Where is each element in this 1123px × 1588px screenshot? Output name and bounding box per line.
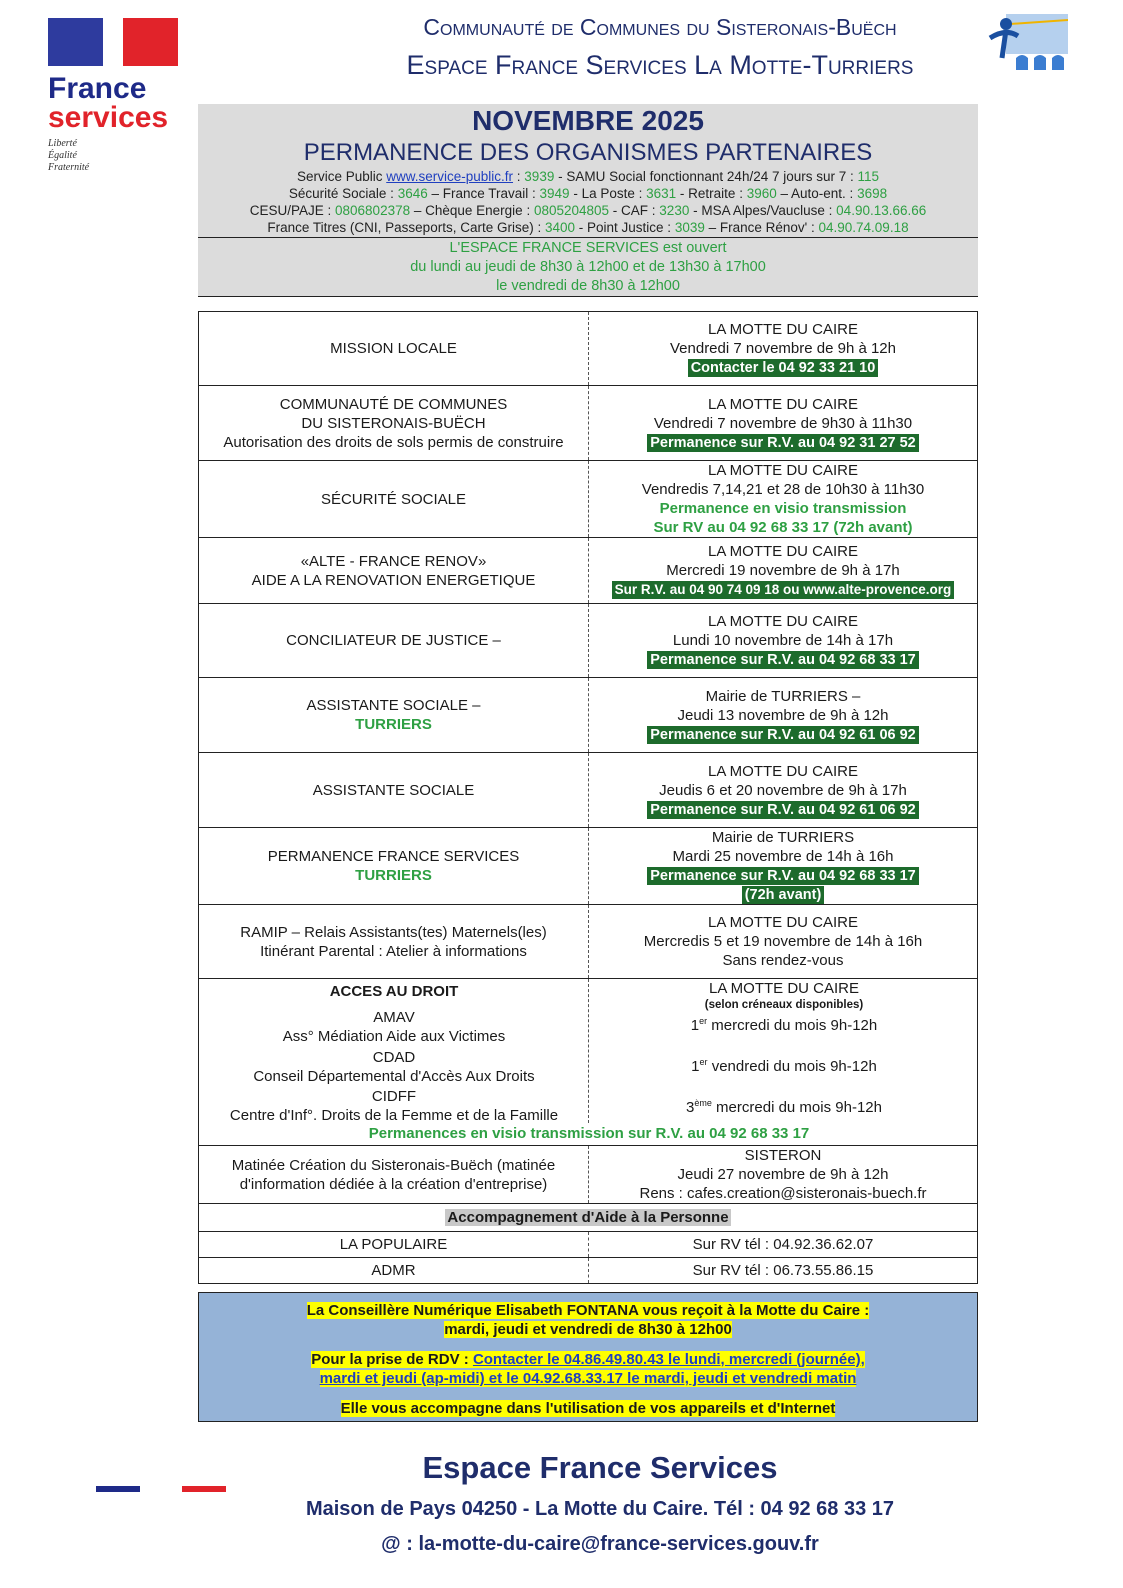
partner-name: ADMR	[371, 1262, 416, 1279]
table-row: RAMIP – Relais Assistants(tes) Maternels(les) Itinérant Parental : Atelier à informations LA MOTTE DU CAIRE Mercredis 5 et 19 novembre de 14h à 16h Sans rendez-vous	[199, 905, 978, 979]
location: LA MOTTE DU CAIRE	[707, 321, 859, 338]
footer-email[interactable]: @ : la-motte-du-caire@france-services.gouv.fr	[381, 1533, 819, 1555]
service-public-line: Service Public www.service-public.fr : 3939 - SAMU Social fonctionnant 24h/24 7 jours sur 7 : 115	[296, 169, 880, 184]
appointment-badge: Permanence sur R.V. au 04 92 68 33 17	[647, 867, 918, 885]
table-row	[199, 1232, 978, 1258]
location: LA MOTTE DU CAIRE	[707, 613, 859, 630]
section-heading: Accompagnement d'Aide à la Personne	[447, 1209, 729, 1226]
partner-name: «ALTE - FRANCE RENOV»	[300, 552, 487, 570]
visio-note: Sur RV au 04 92 68 33 17 (72h avant)	[653, 519, 913, 536]
partner-name: COMMUNAUTÉ DE COMMUNES	[279, 395, 508, 413]
date: Vendredis 7,14,21 et 28 de 10h30 à 11h30	[641, 481, 925, 498]
opening-hours-1: L'ESPACE FRANCE SERVICES est ouvert	[449, 240, 727, 256]
partner-name: PERMANENCE FRANCE SERVICES	[267, 848, 520, 865]
date: Mercredis 5 et 19 novembre de 14h à 16h	[643, 933, 923, 950]
partner-name: CDAD	[372, 1049, 416, 1066]
partner-name: AMAV	[373, 1009, 415, 1026]
phone-line-2: CESU/PAJE : 0806802378 – Chèque Energie : 0805204805 - CAF : 3230 - MSA Alpes/Vaucluse : 04.90.13.66.66	[249, 203, 927, 218]
table-row: Matinée Création du Sisteronais-Buëch (matinée d'information dédiée à la création d'entreprise) SISTERON Jeudi 27 novembre de 9h à 12h Rens : cafes.creation@sisteronais-buech.fr	[199, 1146, 978, 1204]
date: Jeudi 27 novembre de 9h à 12h	[677, 1166, 889, 1183]
table-row	[199, 678, 978, 753]
rdv-contact: Contacter le 04.86.49.80.43 le lundi, mercredi (journée),	[472, 1351, 865, 1368]
appointment-badge: Permanence sur R.V. au 04 92 61 06 92	[647, 726, 918, 744]
phone-line-3: France Titres (CNI, Passeports, Carte Grise) : 3400 - Point Justice : 3039 – France Rénov' : 04.90.74.09.18	[267, 220, 909, 235]
appointment-badge: Permanence sur R.V. au 04 92 61 06 92	[647, 801, 918, 819]
acces-au-droit-row: ACCES AU DROIT AMAV Ass° Médiation Aide aux Victimes CDAD Conseil Départemental d'Accès Aux Droits CIDFF Centre d'Inf°. Droits de la Femme et de la Famille LA MOTTE DU CAIRE (selon créneaux disponibles) 1er mercredi du mois 9h-12h 1er vendredi du mois 9h-12h 3ème mercredi du mois 9h-12h Permanences en visio transmission sur R.V. au 04 92 68 33 17	[199, 979, 978, 1146]
header-espace-name: Espace France Services La Motte-Turriers	[406, 50, 914, 80]
schedule-table	[198, 311, 978, 1284]
location: LA MOTTE DU CAIRE	[707, 462, 859, 479]
logo-motto: Liberté Égalité Fraternité	[48, 138, 90, 173]
partner-name: ASSISTANTE SOCIALE	[312, 781, 475, 799]
appointment-badge: (72h avant)	[742, 886, 825, 904]
appointment-badge: Contacter le 04 92 33 21 10	[688, 359, 879, 377]
community-logo-icon	[988, 14, 1068, 84]
location: LA MOTTE DU CAIRE	[708, 980, 860, 997]
month-banner	[198, 104, 978, 297]
appointment-badge: Sur R.V. au 04 90 74 09 18 ou www.alte-provence.org	[612, 581, 955, 599]
table-row: «ALTE - FRANCE RENOV» AIDE A LA RENOVATION ENERGETIQUE LA MOTTE DU CAIRE Mercredi 19 novembre de 9h à 17h Sur R.V. au 04 90 74 09 18 ou www.alte-provence.org	[199, 538, 978, 604]
date: Vendredi 7 novembre de 9h30 à 11h30	[653, 414, 913, 432]
partner-name: Matinée Création du Sisteronais-Buëch (matinée	[231, 1156, 556, 1174]
service-public-link[interactable]: www.service-public.fr	[386, 169, 514, 184]
aide-header-row	[199, 1204, 978, 1232]
page-subtitle: PERMANENCE DES ORGANISMES PARTENAIRES	[303, 139, 873, 166]
advisor-hours: mardi, jeudi et vendredi de 8h30 à 12h00	[444, 1321, 732, 1338]
table-row	[199, 312, 978, 386]
flag-stripe-blue	[96, 1486, 140, 1492]
conseillere-numerique-box	[198, 1292, 978, 1422]
visio-note: Permanence en visio transmission	[659, 500, 907, 517]
table-row	[199, 604, 978, 678]
partner-town: TURRIERS	[355, 867, 432, 884]
partner-name: LA POPULAIRE	[339, 1236, 448, 1253]
logo-word-france: France	[48, 72, 147, 105]
date: Mercredi 19 novembre de 9h à 17h	[666, 562, 900, 579]
date: 1er mercredi du mois 9h-12h	[690, 1016, 878, 1034]
page-title: NOVEMBRE 2025	[472, 105, 704, 136]
table-row	[199, 1258, 978, 1284]
partner-name: SÉCURITÉ SOCIALE	[320, 490, 467, 508]
logo-word-services: services	[48, 101, 169, 134]
location: LA MOTTE DU CAIRE	[707, 914, 859, 931]
location: LA MOTTE DU CAIRE	[707, 762, 859, 780]
location: SISTERON	[744, 1147, 822, 1164]
footer-title: Espace France Services	[422, 1450, 778, 1485]
date: Jeudis 6 et 20 novembre de 9h à 17h	[659, 781, 907, 799]
table-row	[199, 461, 978, 538]
france-services-logo	[48, 18, 183, 174]
partner-town: TURRIERS	[355, 716, 432, 733]
opening-hours-2: du lundi au jeudi de 8h30 à 12h00 et de 13h30 à 17h00	[410, 259, 766, 275]
date: 1er vendredi du mois 9h-12h	[691, 1057, 877, 1075]
date: Mardi 25 novembre de 14h à 16h	[672, 848, 894, 865]
date: Jeudi 13 novembre de 9h à 12h	[677, 706, 889, 724]
date: Vendredi 7 novembre de 9h à 12h	[669, 340, 896, 357]
partner-name: MISSION LOCALE	[330, 340, 457, 357]
partner-name: CONCILIATEUR DE JUSTICE –	[286, 632, 501, 649]
partner-name: ASSISTANTE SOCIALE –	[306, 697, 481, 714]
partner-name: RAMIP – Relais Assistants(tes) Maternels(les)	[240, 923, 547, 941]
table-row	[199, 828, 978, 905]
rdv-contact: mardi et jeudi (ap-midi) et le 04.92.68.33.17 le mardi, jeudi et vendredi matin	[319, 1370, 857, 1387]
phone-line-1: Sécurité Sociale : 3646 – France Travail : 3949 - La Poste : 3631 - Retraite : 3960 – Auto-ent. : 3698	[288, 186, 888, 201]
phone: Sur RV tél : 04.92.36.62.07	[692, 1236, 874, 1253]
location: LA MOTTE DU CAIRE	[707, 395, 859, 413]
flag-stripe-red	[182, 1486, 226, 1492]
location: Mairie de TURRIERS –	[705, 687, 861, 705]
appointment-badge: Permanence sur R.V. au 04 92 68 33 17	[647, 651, 918, 669]
phone: Sur RV tél : 06.73.55.86.15	[692, 1262, 874, 1279]
location: Mairie de TURRIERS	[711, 829, 855, 846]
contact-email: Rens : cafes.creation@sisteronais-buech.fr	[639, 1185, 927, 1202]
header-community-name: Communauté de Communes du Sisteronais-Buëch	[423, 14, 897, 40]
advisor-intro: La Conseillère Numérique Elisabeth FONTANA vous reçoit à la Motte du Caire :	[306, 1302, 870, 1319]
footer-address: Maison de Pays 04250 - La Motte du Caire. Tél : 04 92 68 33 17	[305, 1498, 895, 1520]
divider	[198, 237, 978, 238]
visio-note: Permanences en visio transmission sur R.V. au 04 92 68 33 17	[368, 1125, 810, 1142]
table-row: COMMUNAUTÉ DE COMMUNES DU SISTERONAIS-BUËCH Autorisation des droits de sols permis de construire LA MOTTE DU CAIRE Vendredi 7 novembre de 9h30 à 11h30 Permanence sur R.V. au 04 92 31 27 52	[199, 386, 978, 461]
date: 3ème mercredi du mois 9h-12h	[686, 1098, 882, 1116]
appointment-badge: Permanence sur R.V. au 04 92 31 27 52	[647, 434, 918, 452]
table-row	[199, 753, 978, 828]
rdv-label: Pour la prise de RDV :	[311, 1351, 473, 1368]
partner-name: CIDFF	[371, 1088, 417, 1105]
marianne-flag-icon	[48, 18, 178, 66]
advisor-description: Elle vous accompagne dans l'utilisation de vos appareils et d'Internet	[340, 1400, 836, 1417]
date: Lundi 10 novembre de 14h à 17h	[672, 632, 894, 649]
location: LA MOTTE DU CAIRE	[707, 543, 859, 560]
acces-title: ACCES AU DROIT	[329, 983, 459, 1000]
opening-hours-3: le vendredi de 8h30 à 12h00	[198, 277, 978, 297]
